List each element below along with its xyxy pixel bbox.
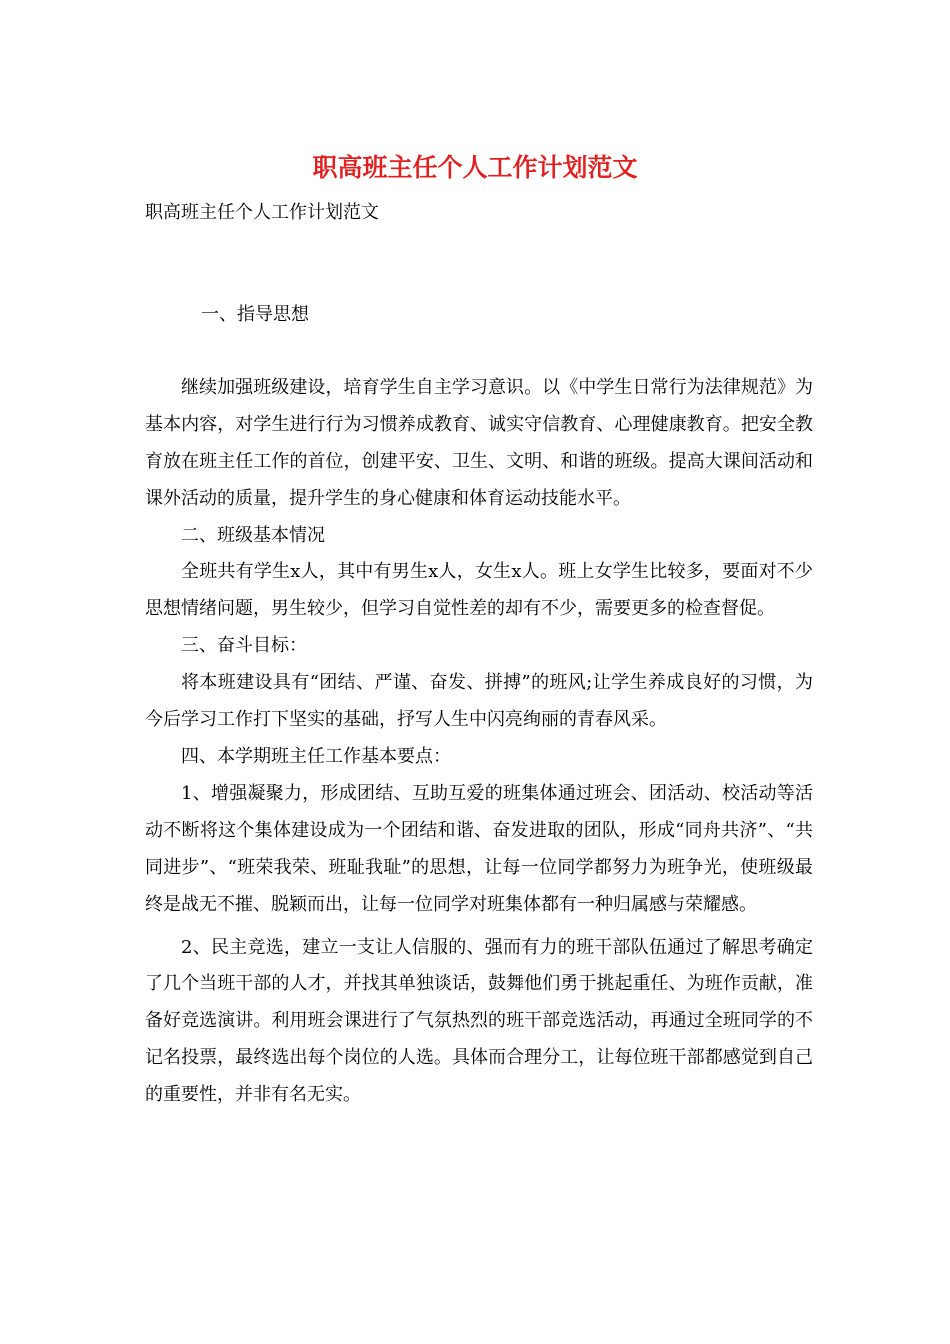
paragraph-class-situation: 全班共有学生x人，其中有男生x人，女生x人。班上女学生比较多，要面对不少思想情绪问题，男生较少，但学习自觉性差的却有不少，需要更多的检查督促。 xyxy=(145,561,813,620)
paragraph-guiding-ideology: 继续加强班级建设，培育学生自主学习意识。以《中学生日常行为法律规范》为基本内容，对学生进行行为习惯养成教育、诚实守信教育、心理健康教育。把安全教育放在班主任工作的首位，创建平安、卫生、文明、和谐的班级。提高大课间活动和课外活动的质量，提升学生的身心健康和体育运动技能水平。 xyxy=(145,376,813,509)
paragraph-key-point-2: 2、民主竞选，建立一支让人信服的、强而有力的班干部队伍通过了解思考确定了几个当班干部的人才，并找其单独谈话，鼓舞他们勇于挑起重任、为班作贡献，准备好竞选演讲。利用班会课进行了气氛热烈的班干部竞选活动，再通过全班同学的不记名投票，最终选出每个岗位的人选。具体而合理分工，让每位班干部都感觉到自己的重要性，并非有名无实。 xyxy=(145,936,813,1106)
paragraph-key-point-1: 1、增强凝聚力，形成团结、互助互爱的班集体通过班会、团活动、校活动等活动不断将这个集体建设成为一个团结和谐、奋发进取的团队，形成“同舟共济”、“共同进步”、“班荣我荣、班耻我耻”的思想，让每一位同学都努力为班争光，使班级最终是战无不摧、脱颖而出，让每一位同学对班集体都有一种归属感与荣耀感。 xyxy=(145,782,813,915)
section-heading-key-points: 四、本学期班主任工作基本要点： xyxy=(181,745,451,767)
paragraph-goals: 将本班建设具有“团结、严谨、奋发、拼搏”的班风;让学生养成良好的习惯，为今后学习工作打下坚实的基础，抒写人生中闪亮绚丽的青春风采。 xyxy=(145,672,813,731)
section-heading-goals: 三、奋斗目标： xyxy=(181,635,307,657)
document-body xyxy=(145,297,813,1114)
document-subtitle: 职高班主任个人工作计划范文 xyxy=(145,202,379,223)
section-heading-class-situation: 二、班级基本情况 xyxy=(181,524,325,546)
document-title: 职高班主任个人工作计划范文 xyxy=(312,153,638,182)
section-heading-guiding-ideology: 一、指导思想 xyxy=(201,304,309,325)
